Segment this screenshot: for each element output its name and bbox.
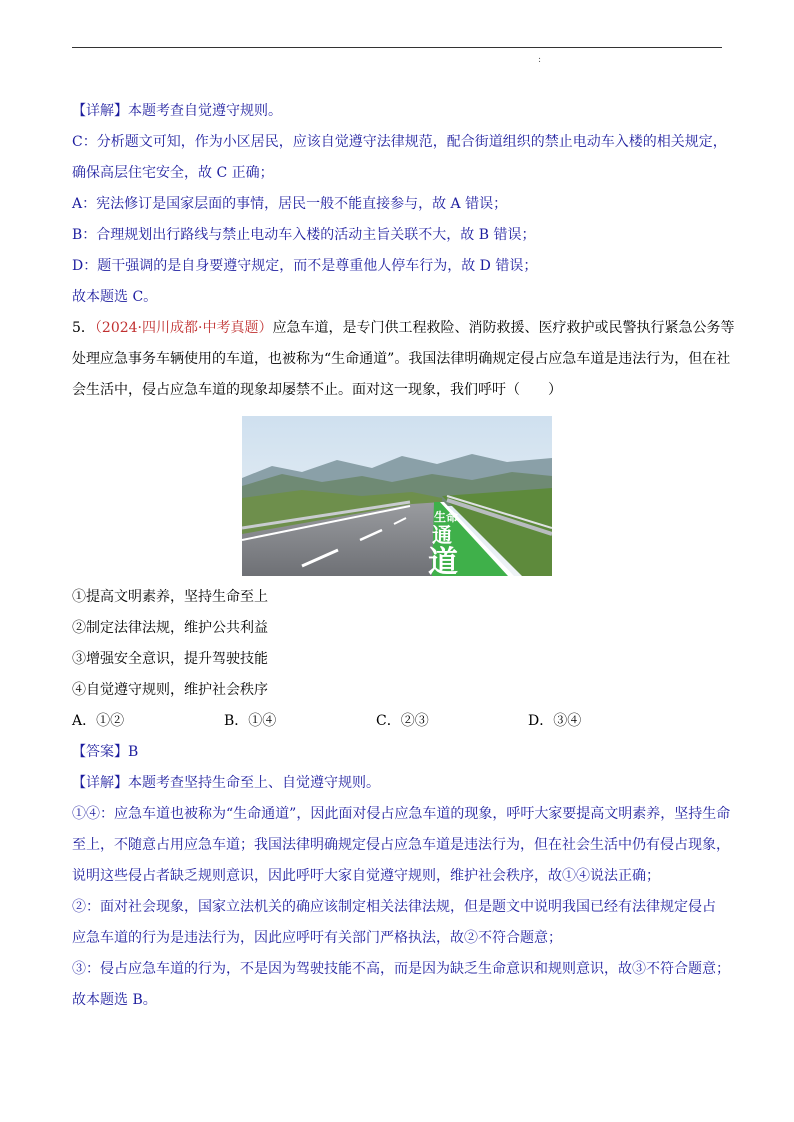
q4-detail-text: 本题考查自觉遵守规则。 (128, 103, 282, 119)
emergency-lane-photo (242, 416, 552, 576)
q5-statement-4: ④自觉遵守规则，维护社会秩序 (72, 682, 268, 698)
q5-conclusion: 故本题选 B。 (72, 992, 157, 1008)
q4-detail-label: 【详解】 (72, 103, 128, 119)
q5-stem-line-2: 处理应急事务车辆使用的车道，也被称为“生命通道”。我国法律明确规定侵占应急车道是违法行为，但在社 (72, 351, 731, 367)
q5-stem-line-3: 会生活中，侵占应急车道的现象却屡禁不止。面对这一现象，我们呼吁（ ） (72, 382, 562, 398)
emergency-lane-illustration (242, 416, 552, 576)
q5-exp-2-1: ②：面对社会现象，国家立法机关的确应该制定相关法律法规，但是题文中说明我国已经有法律规定侵占 (72, 899, 716, 915)
q5-option-a[interactable]: A．①② (72, 713, 125, 729)
q5-statement-2: ②制定法律法规，维护公共利益 (72, 620, 268, 636)
q5-statement-1: ①提高文明素养，坚持生命至上 (72, 589, 268, 605)
q4-line-d: D：题干强调的是自身要遵守规定，而不是尊重他人停车行为，故 D 错误； (72, 258, 538, 274)
q5-source: （2024·四川成都·中考真题） (94, 320, 273, 336)
header-mark: : (538, 55, 542, 65)
q5-number: 5． (72, 320, 95, 336)
q4-line-c1: C：分析题文可知，作为小区居民，应该自觉遵守法律规范，配合街道组织的禁止电动车入楼的相关规定， (72, 134, 727, 150)
q5-exp-14-2: 至上，不随意占用应急车道；我国法律明确规定侵占应急车道是违法行为，但在社会生活中仍有侵占现象， (72, 837, 730, 853)
q4-line-a: A：宪法修订是国家层面的事情，居民一般不能直接参与，故 A 错误； (72, 196, 508, 212)
q5-stem-line-1 (72, 313, 735, 344)
q4-line-c2: 确保高层住宅安全，故 C 正确； (72, 165, 274, 181)
q5-detail-heading (72, 768, 728, 799)
lane-text-mid: 通 (432, 523, 452, 547)
q5-exp-2-2: 应急车道的行为是违法行为，因此应呼吁有关部门严格执法，故②不符合题意； (72, 930, 562, 946)
q4-conclusion: 故本题选 C。 (72, 289, 158, 305)
q5-option-d[interactable]: D．③④ (528, 713, 582, 729)
lane-text-top: 生命 (434, 510, 459, 524)
q5-option-c[interactable]: C．②③ (376, 713, 429, 729)
document-body (72, 96, 735, 1016)
header-rule (72, 47, 722, 48)
q5-answer (72, 737, 728, 768)
q5-exp-3: ③：侵占应急车道的行为，不是因为驾驶技能不高，而是因为缺乏生命意识和规则意识，故③不符合题意； (72, 961, 730, 977)
q5-options (72, 706, 728, 737)
q5-answer-label: 【答案】 (72, 744, 128, 760)
q4-line-b: B：合理规划出行路线与禁止电动车入楼的活动主旨关联不大，故 B 错误； (72, 227, 536, 243)
q5-exp-14-1: ①④：应急车道也被称为“生命通道”，因此面对侵占应急车道的现象，呼吁大家要提高文明素养，坚持生命 (72, 806, 731, 822)
q5-answer-value: B (128, 744, 139, 760)
lane-text-big: 道 (428, 545, 458, 576)
q5-stem-1: 应急车道，是专门供工程救险、消防救援、医疗救护或民警执行紧急公务等 (272, 320, 735, 336)
q5-detail-text: 本题考查坚持生命至上、自觉遵守规则。 (128, 775, 380, 791)
q5-statement-3: ③增强安全意识，提升驾驶技能 (72, 651, 268, 667)
q5-exp-14-3: 说明这些侵占者缺乏规则意识，因此呼吁大家自觉遵守规则，维护社会秩序，故①④说法正确； (72, 868, 660, 884)
q5-option-b[interactable]: B．①④ (224, 713, 277, 729)
q4-detail-heading (72, 96, 728, 127)
q5-detail-label: 【详解】 (72, 775, 128, 791)
